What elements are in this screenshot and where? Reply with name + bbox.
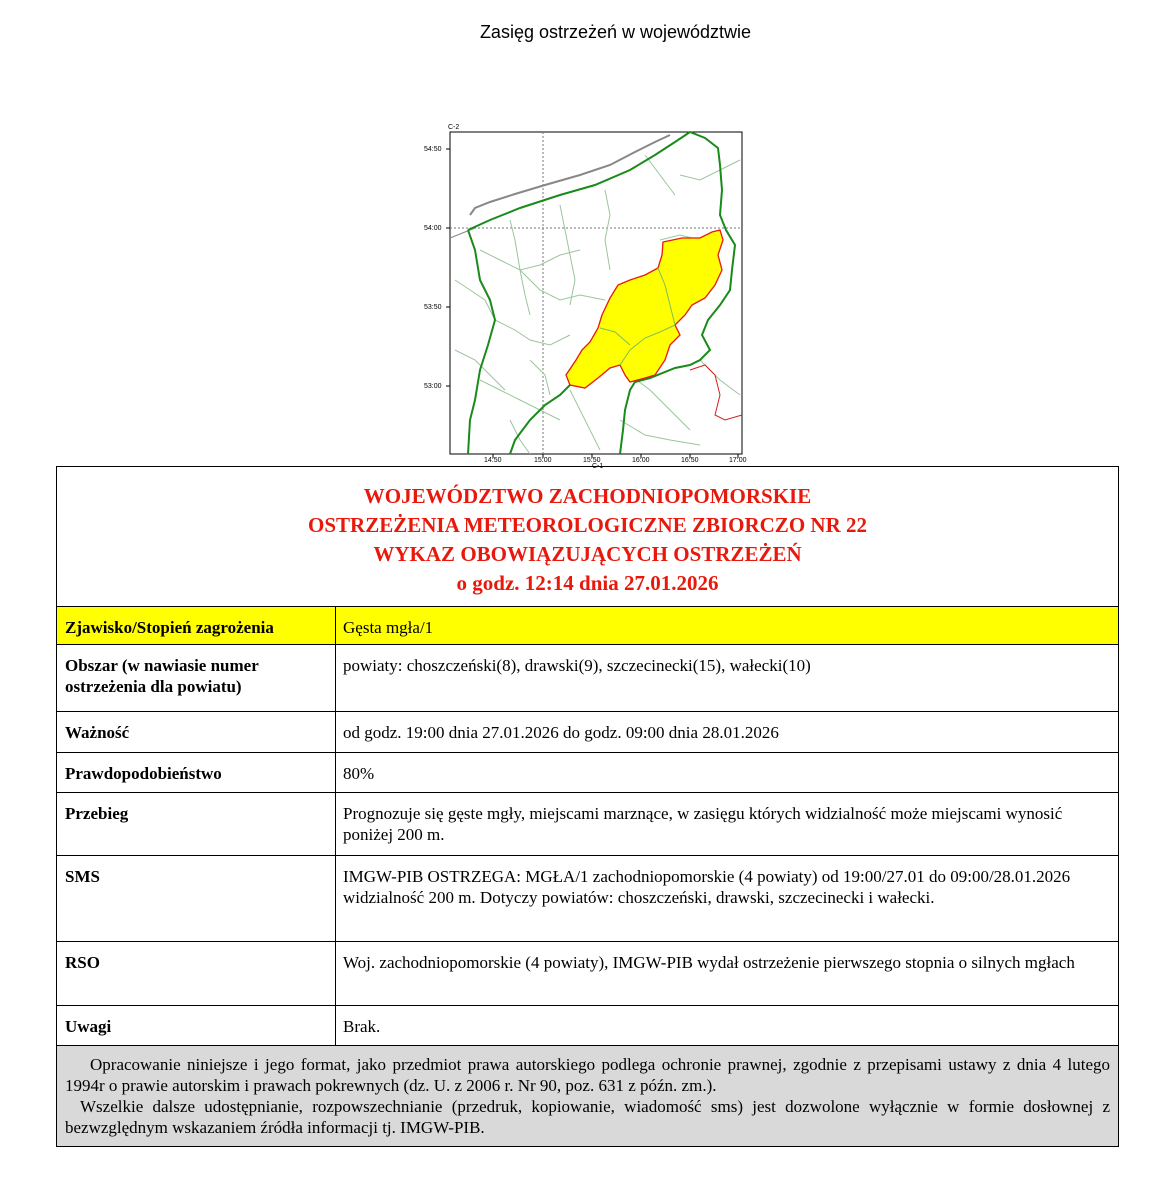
copyright-paragraph: Opracowanie niniejsze i jego format, jako przedmiot prawa autorskiego podlega ochronie prawnej, zgodnie z przepisami ustawy z dnia 4 lutego 1994r o prawie autorskim i prawach pokrewnych (dz. U. z 2006 r. Nr 90, poz. 631 z późn. zm.). bbox=[65, 1055, 1111, 1095]
remarks-label: Uwagi bbox=[57, 1006, 336, 1046]
sms-value: IMGW-PIB OSTRZEGA: MGŁA/1 zachodniopomorskie (4 powiaty) od 19:00/27.01 do 09:00/28.01.2026 widzialność 200 m. Dotyczy powiatów: choszczeński, drawski, szczecinecki i wałecki. bbox=[336, 856, 1119, 942]
page-title: Zasięg ostrzeżeń w województwie bbox=[479, 22, 752, 42]
lat-label: 54:00 bbox=[424, 225, 442, 232]
lat-label: 53:00 bbox=[424, 383, 442, 390]
probability-row bbox=[57, 753, 1119, 793]
remarks-row bbox=[57, 1006, 1119, 1046]
footer-row bbox=[57, 1046, 1119, 1147]
area-label: Obszar (w nawiasie numer ostrzeżenia dla powiatu) bbox=[57, 645, 336, 712]
area-value: powiaty: choszczeński(8), drawski(9), szczecinecki(15), wałecki(10) bbox=[336, 645, 1119, 712]
rso-label: RSO bbox=[57, 942, 336, 1006]
course-value: Prognozuje się gęste mgły, miejscami marznące, w zasięgu których widzialność może miejscami wynosić poniżej 200 m. bbox=[336, 793, 1119, 856]
corner-label: C-2 bbox=[448, 124, 460, 131]
phenomenon-label: Zjawisko/Stopień zagrożenia bbox=[57, 607, 336, 645]
probability-label: Prawdopodobieństwo bbox=[57, 753, 336, 793]
phenomenon-row bbox=[57, 607, 1119, 645]
course-row bbox=[57, 793, 1119, 856]
rso-row bbox=[57, 942, 1119, 1006]
rso-value: Woj. zachodniopomorskie (4 powiaty), IMGW-PIB wydał ostrzeżenie pierwszego stopnia o silnych mgłach bbox=[336, 942, 1119, 1006]
header-row bbox=[57, 467, 1119, 607]
lon-label: 15:50 bbox=[583, 457, 601, 464]
sms-label: SMS bbox=[57, 856, 336, 942]
phenomenon-value: Gęsta mgła/1 bbox=[336, 607, 1119, 645]
header-cell bbox=[57, 467, 1119, 607]
remarks-value: Brak. bbox=[336, 1006, 1119, 1046]
voivodeship-title: WOJEWÓDZTWO ZACHODNIOPOMORSKIE bbox=[363, 484, 812, 508]
warning-map bbox=[420, 120, 750, 470]
lon-label: 17:00 bbox=[729, 457, 747, 464]
lon-label: 16:00 bbox=[632, 457, 650, 464]
area-row bbox=[57, 645, 1119, 712]
corner-label: C-1 bbox=[592, 463, 604, 470]
lon-label: 15:00 bbox=[534, 457, 552, 464]
probability-value: 80% bbox=[336, 753, 1119, 793]
lon-label: 16:50 bbox=[681, 457, 699, 464]
lat-label: 54:50 bbox=[424, 146, 442, 153]
validity-label: Ważność bbox=[57, 712, 336, 753]
validity-row bbox=[57, 712, 1119, 753]
warnings-table bbox=[56, 466, 1119, 1147]
course-label: Przebieg bbox=[57, 793, 336, 856]
lat-label: 53:50 bbox=[424, 304, 442, 311]
copyright-notice bbox=[57, 1046, 1119, 1147]
warnings-summary-title: OSTRZEŻENIA METEOROLOGICZNE ZBIORCZO NR 22 bbox=[308, 513, 867, 537]
lon-label: 14:50 bbox=[484, 457, 502, 464]
issue-time: o godz. 12:14 dnia 27.01.2026 bbox=[456, 571, 719, 595]
validity-value: od godz. 19:00 dnia 27.01.2026 do godz. 09:00 dnia 28.01.2026 bbox=[336, 712, 1119, 753]
active-warnings-title: WYKAZ OBOWIĄZUJĄCYCH OSTRZEŻEŃ bbox=[373, 542, 802, 566]
sms-row bbox=[57, 856, 1119, 942]
distribution-paragraph: Wszelkie dalsze udostępnianie, rozpowszechnianie (przedruk, kopiowanie, wiadomość sms) jest dozwolone wyłącznie w formie dosłownej z bezwzględnym wskazaniem źródła informacji tj. IMGW-PIB. bbox=[65, 1097, 1111, 1137]
